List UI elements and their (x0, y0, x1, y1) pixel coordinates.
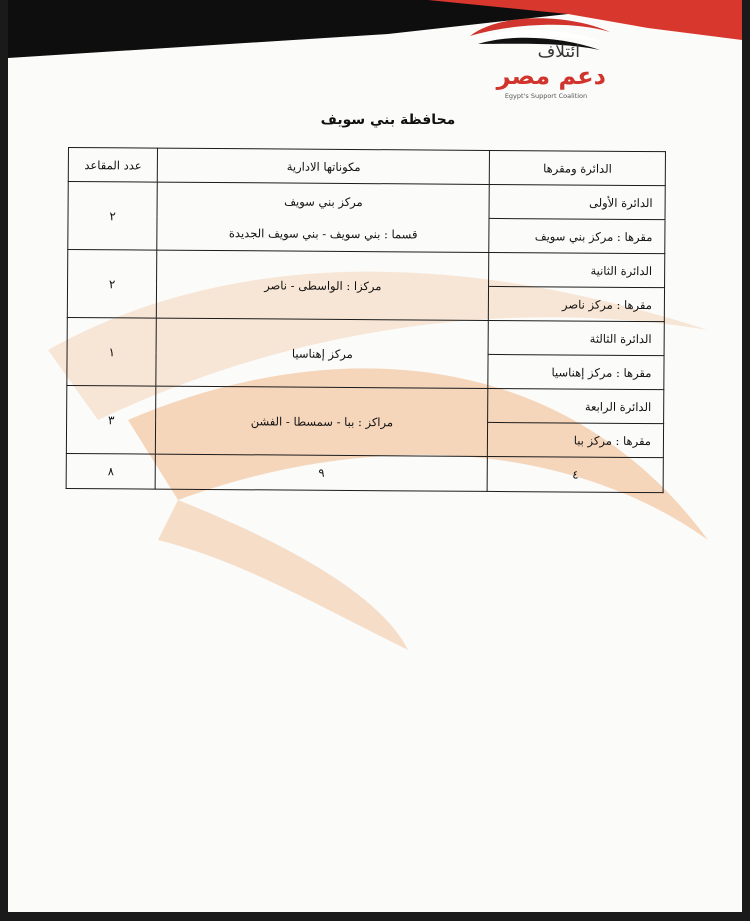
district-components (157, 250, 489, 320)
total-districts: ٤ (487, 456, 663, 492)
component-line: قسما : بني سويف - بني سويف الجديدة (228, 225, 418, 241)
total-seats: ٨ (66, 453, 156, 489)
header-seats: عدد المقاعد (68, 148, 158, 183)
header-district: الدائرة ومقرها (490, 150, 666, 185)
district-components (156, 318, 488, 388)
total-components: ٩ (155, 454, 487, 491)
district-name: الدائرة الرابعة (488, 388, 664, 423)
district-components (156, 386, 488, 456)
totals-row (66, 453, 663, 492)
component-line: مركزا : الواسطى - ناصر (264, 277, 382, 293)
table-row (67, 317, 664, 355)
district-seat-location: مقرها : مركز بني سويف (489, 218, 665, 253)
district-name: الدائرة الثانية (489, 252, 665, 287)
table-row (68, 250, 665, 288)
district-name: الدائرة الأولى (489, 184, 665, 219)
table-header-row (68, 148, 665, 186)
logo-subtitle: Egypt's Support Coalition (504, 92, 588, 100)
seat-count: ٣ (66, 385, 156, 454)
table-row (67, 385, 664, 423)
districts-table (66, 147, 666, 493)
logo-main-text: دعم مصر (496, 62, 606, 90)
page-title: محافظة بني سويف (320, 112, 456, 128)
seat-count: ٢ (67, 250, 157, 319)
table-row (68, 182, 665, 220)
coalition-logo (460, 10, 620, 105)
district-seat-location: مقرها : مركز ناصر (489, 286, 665, 321)
district-seat-location: مقرها : مركز إهناسيا (488, 354, 664, 389)
seat-count: ٢ (68, 182, 158, 251)
district-seat-location: مقرها : مركز ببا (488, 422, 664, 457)
header-components: مكوناتها الادارية (158, 148, 490, 184)
component-line: مركز بني سويف (284, 194, 363, 209)
logo-title: ائتلاف (537, 42, 580, 62)
component-line: مراكز : ببا - سمسطا - الفشن (250, 413, 394, 429)
document-page (8, 0, 742, 912)
component-line: مركز إهناسيا (291, 346, 353, 361)
seat-count: ١ (67, 317, 157, 386)
district-name: الدائرة الثالثة (488, 320, 664, 355)
district-components (157, 182, 489, 252)
